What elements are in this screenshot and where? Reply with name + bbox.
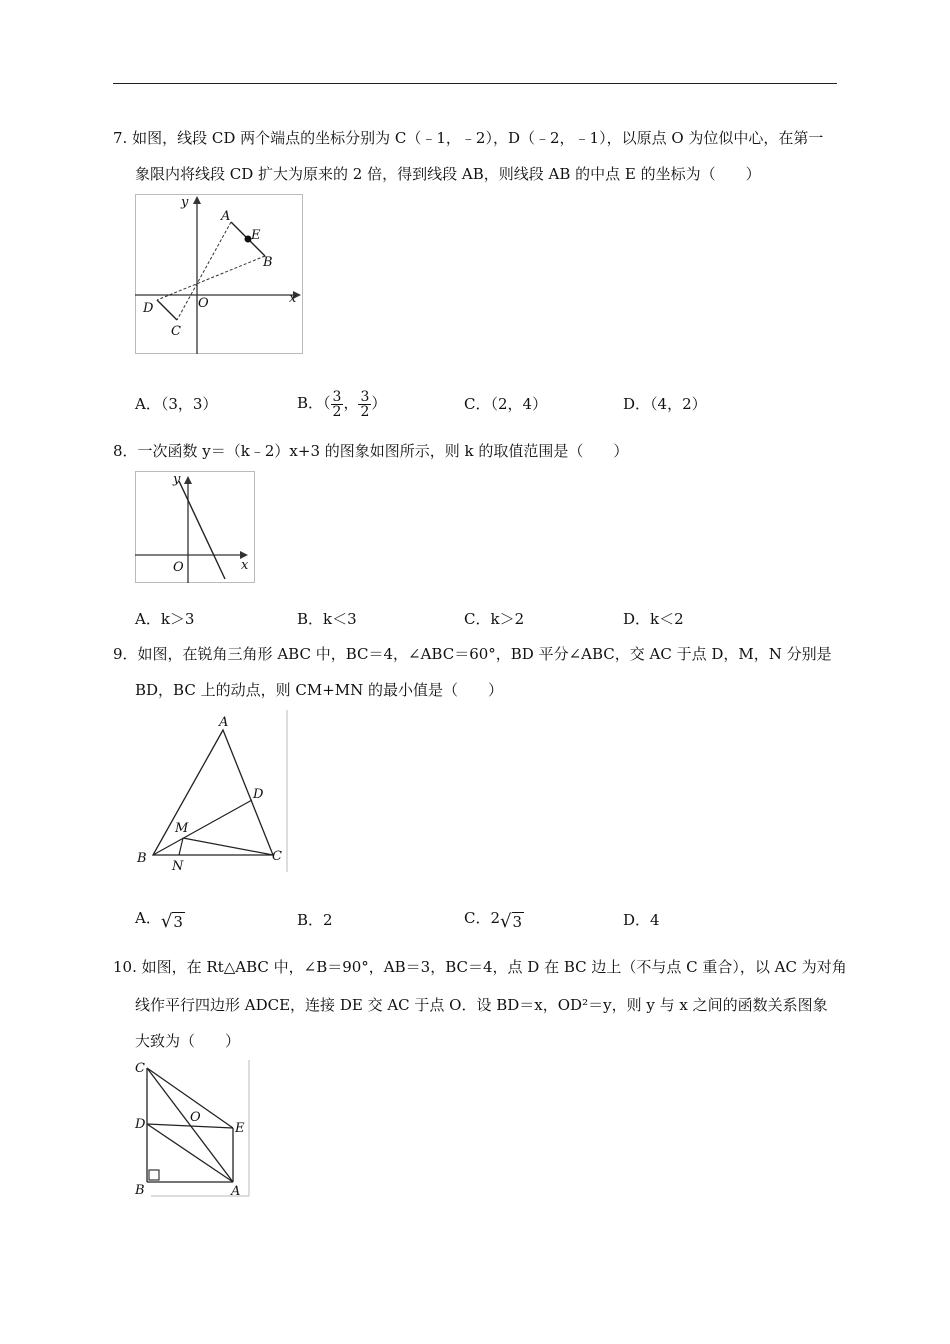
q8-label-y: y bbox=[173, 472, 181, 487]
q9-option-a[interactable] bbox=[135, 908, 185, 932]
q7-label-x: x bbox=[289, 291, 297, 306]
q10-label-a: A bbox=[231, 1184, 241, 1199]
q9-option-c-prefix: C．2 bbox=[464, 909, 501, 927]
q8-option-b[interactable]: B．k＜3 bbox=[297, 610, 357, 628]
q10-label-c: C bbox=[135, 1061, 145, 1076]
q10-right-angle-mark bbox=[149, 1170, 159, 1180]
q9-option-d[interactable]: D．4 bbox=[623, 911, 660, 929]
q7-option-b-sep: ， bbox=[343, 394, 359, 412]
q9-label-m: M bbox=[175, 821, 189, 836]
q9-label-c: C bbox=[272, 849, 282, 864]
q10-label-d: D bbox=[135, 1117, 146, 1132]
q9-figure bbox=[135, 710, 290, 876]
q9-option-a-sqrt: √3 bbox=[160, 911, 183, 932]
q9-label-n: N bbox=[172, 859, 184, 874]
q8-label-x: x bbox=[241, 558, 249, 573]
q7-label-o: O bbox=[198, 296, 209, 311]
q7-option-b-frac1: $\frac{3}{2}$ bbox=[332, 388, 342, 420]
q8-label-o: O bbox=[173, 560, 184, 575]
q9-label-b: B bbox=[137, 851, 147, 866]
header-rule bbox=[113, 83, 837, 84]
q9-text-line2: BD，BC 上的动点，则 CM+MN 的最小值是（ ） bbox=[135, 681, 504, 699]
q7-figure bbox=[135, 194, 305, 356]
q9-text-line1: 9．如图，在锐角三角形 ABC 中，BC＝4，∠ABC＝60°，BD 平分∠ABC，交 AC 于点 D，M，N 分别是 bbox=[113, 645, 832, 663]
q9-label-d: D bbox=[253, 787, 264, 802]
q7-option-c[interactable]: C．（2，4） bbox=[464, 395, 548, 413]
q8-line-graph bbox=[179, 481, 225, 579]
q7-text-line1: 7. 如图，线段 CD 两个端点的坐标分别为 C（﹣1，﹣2），D（﹣2，﹣1），以原点 O 为位似中心，在第一 bbox=[113, 129, 824, 147]
q7-label-a: A bbox=[221, 209, 231, 224]
q7-label-c: C bbox=[171, 324, 181, 339]
q7-label-y: y bbox=[181, 195, 189, 210]
q9-option-c-sqrt: √3 bbox=[500, 911, 523, 932]
q10-label-o: O bbox=[190, 1110, 201, 1125]
q7-label-e: E bbox=[251, 228, 261, 243]
q7-option-b-prefix: B．（ bbox=[297, 394, 331, 412]
q9-label-a: A bbox=[219, 715, 229, 730]
q8-text-line1: 8．一次函数 y＝（k﹣2）x+3 的图象如图所示，则 k 的取值范围是（ ） bbox=[113, 442, 629, 460]
q10-label-b: B bbox=[135, 1183, 145, 1198]
q7-label-d: D bbox=[143, 301, 154, 316]
q7-option-b-suffix: ） bbox=[371, 394, 387, 412]
q7-text-line2: 象限内将线段 CD 扩大为原来的 2 倍，得到线段 AB，则线段 AB 的中点 E 的坐标为（ ） bbox=[135, 165, 761, 183]
q7-segment-cd bbox=[157, 300, 177, 320]
q8-option-c[interactable]: C．k＞2 bbox=[464, 610, 525, 628]
q7-option-d[interactable]: D．（4，2） bbox=[623, 395, 707, 413]
q9-option-b[interactable]: B．2 bbox=[297, 911, 333, 929]
q10-label-e: E bbox=[235, 1121, 245, 1136]
q9-option-c[interactable] bbox=[464, 908, 524, 932]
q7-option-b[interactable] bbox=[297, 384, 386, 422]
q8-option-d[interactable]: D．k＜2 bbox=[623, 610, 684, 628]
q7-label-b: B bbox=[263, 255, 273, 270]
q8-figure bbox=[135, 471, 257, 585]
q8-option-a[interactable]: A．k＞3 bbox=[135, 610, 195, 628]
q9-segment-cm bbox=[183, 838, 273, 855]
q10-figure bbox=[133, 1058, 253, 1200]
q10-text-line3: 大致为（ ） bbox=[135, 1032, 241, 1050]
q10-text-line2: 线作平行四边形 ADCE，连接 DE 交 AC 于点 O．设 BD＝x，OD²＝y，则 y 与 x 之间的函数关系图象 bbox=[135, 996, 828, 1014]
q10-segment-da bbox=[147, 1124, 233, 1182]
q9-option-a-prefix: A． bbox=[135, 909, 161, 927]
q7-option-b-frac2: $\frac{3}{2}$ bbox=[360, 388, 370, 420]
q10-text-line1: 10. 如图，在 Rt△ABC 中，∠B＝90°，AB＝3，BC＝4，点 D 在 BC 边上（不与点 C 重合），以 AC 为对角 bbox=[113, 958, 847, 976]
q7-option-a[interactable]: A．（3，3） bbox=[135, 395, 218, 413]
